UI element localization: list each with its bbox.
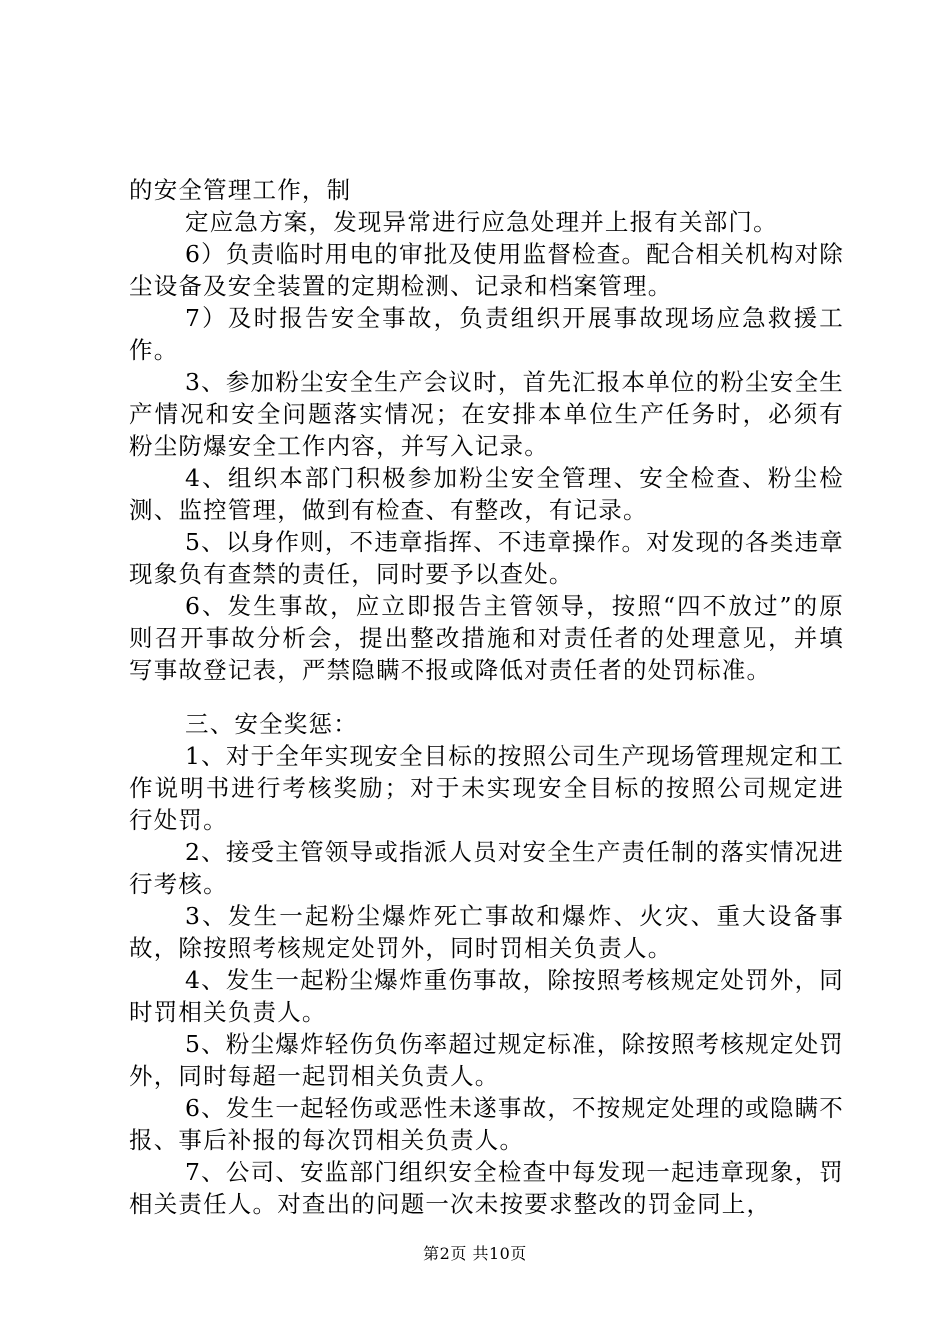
document-body xyxy=(129,174,844,1220)
section-paragraph-6: 6、发生一起轻伤或恶性未遂事故，不按规定处理的或隐瞒不报、事后补报的每次罚相关负责人。 xyxy=(129,1094,844,1154)
paragraph-item-6-temporary-power: 6）负责临时用电的审批及使用监督检查。配合相关机构对除尘设备及安全装置的定期检测、记录和档案管理。 xyxy=(129,240,844,300)
paragraph-item-3-safety-meeting: 3、参加粉尘安全生产会议时，首先汇报本单位的粉尘安全生产情况和安全问题落实情况；在安排本单位生产任务时，必须有粉尘防爆安全工作内容，并写入记录。 xyxy=(129,368,844,460)
section-paragraph-5: 5、粉尘爆炸轻伤负伤率超过规定标准，除按照考核规定处罚外，同时每超一起罚相关负责人。 xyxy=(129,1030,844,1090)
paragraph-emergency-plan: 定应急方案，发现异常进行应急处理并上报有关部门。 xyxy=(185,208,778,236)
section-paragraph-4: 4、发生一起粉尘爆炸重伤事故，除按照考核规定处罚外，同时罚相关负责人。 xyxy=(129,966,844,1026)
paragraph-item-4-dust-management: 4、组织本部门积极参加粉尘安全管理、安全检查、粉尘检测、监控管理，做到有检查、有整改，有记录。 xyxy=(129,464,844,524)
paragraph-item-6-accident-handling: 6、发生事故，应立即报告主管领导，按照“四不放过”的原则召开事故分析会，提出整改措施和对责任者的处理意见，并填写事故登记表，严禁隐瞒不报或降低对责任者的处罚标准。 xyxy=(129,592,844,684)
section-heading-rewards-penalties: 三、安全奖惩： xyxy=(185,710,358,738)
paragraph-continuation: 的安全管理工作，制 xyxy=(129,176,352,204)
paragraph-spacer xyxy=(129,686,844,708)
section-paragraph-3: 3、发生一起粉尘爆炸死亡事故和爆炸、火灾、重大设备事故，除按照考核规定处罚外，同时罚相关负责人。 xyxy=(129,902,844,962)
paragraph-item-5-lead-by-example: 5、以身作则，不违章指挥、不违章操作。对发现的各类违章现象负有查禁的责任，同时要予以查处。 xyxy=(129,528,844,588)
paragraph-item-7-report-accidents: 7）及时报告安全事故，负责组织开展事故现场应急救援工作。 xyxy=(129,304,844,364)
page-number-footer: 第2页 共10页 xyxy=(423,1244,527,1263)
section-paragraph-1: 1、对于全年实现安全目标的按照公司生产现场管理规定和工作说明书进行考核奖励；对于未实现安全目标的按照公司规定进行处罚。 xyxy=(129,742,844,834)
section-paragraph-7: 7、公司、安监部门组织安全检查中每发现一起违章现象，罚相关责任人。对查出的问题一次未按要求整改的罚金同上， xyxy=(129,1158,844,1218)
section-paragraph-2: 2、接受主管领导或指派人员对安全生产责任制的落实情况进行考核。 xyxy=(129,838,844,898)
